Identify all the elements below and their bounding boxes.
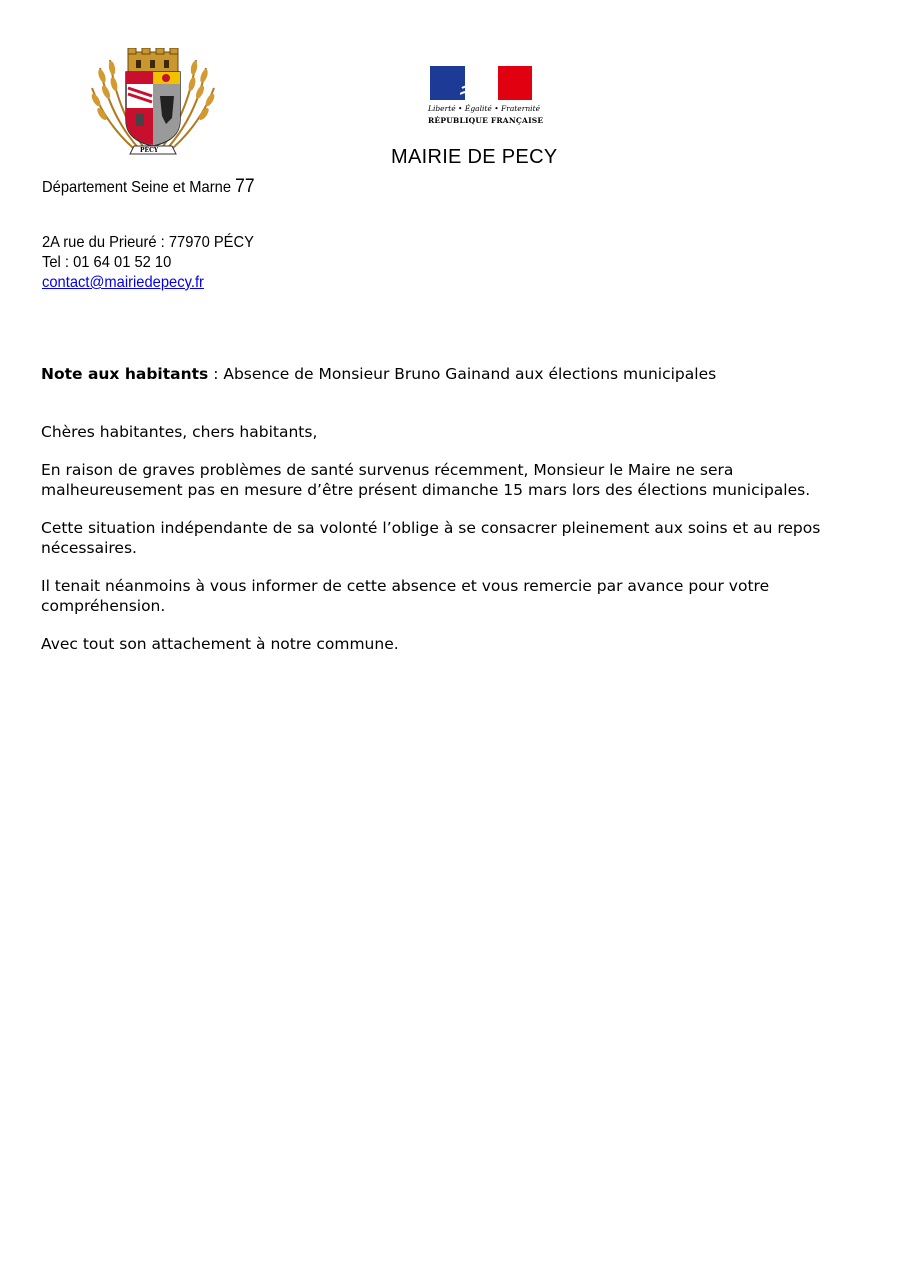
french-flag-icon bbox=[430, 66, 532, 100]
department-number: 77 bbox=[235, 176, 255, 197]
paragraph: Cette situation indépendante de sa volonté l’oblige à se consacrer pleinement aux soins et au repos nécessaires. bbox=[41, 519, 821, 557]
greeting: Chères habitantes, chers habitants, bbox=[41, 423, 318, 441]
closing: Avec tout son attachement à notre commune. bbox=[41, 635, 399, 653]
paragraph: En raison de graves problèmes de santé survenus récemment, Monsieur le Maire ne sera malheureusement pas en mesure d’être présent dimanche 15 mars lors des élections municipales. bbox=[41, 461, 811, 499]
paragraph: Il tenait néanmoins à vous informer de cette absence et vous remercie par avance pour votre compréhension. bbox=[41, 577, 770, 615]
letter-body bbox=[41, 364, 861, 672]
department-label: Département Seine et Marne bbox=[42, 179, 232, 196]
marianne-profile-icon bbox=[460, 66, 502, 100]
phone: Tel : 01 64 01 52 10 bbox=[42, 254, 172, 271]
note-subject: : Absence de Monsieur Bruno Gainand aux élections municipales bbox=[208, 365, 717, 383]
coat-of-arms-label: PÉCY bbox=[140, 147, 159, 154]
republic-name: RÉPUBLIQUE FRANÇAISE bbox=[428, 116, 544, 125]
department-line bbox=[42, 176, 255, 198]
address: 2A rue du Prieuré : 77970 PÉCY bbox=[42, 234, 254, 251]
republique-francaise-logo bbox=[428, 66, 544, 128]
note-label: Note aux habitants bbox=[41, 365, 209, 383]
republic-motto: Liberté • Égalité • Fraternité bbox=[428, 104, 541, 113]
note-heading bbox=[41, 364, 861, 384]
contact-block bbox=[42, 233, 254, 293]
email-link[interactable]: contact@mairiedepecy.fr bbox=[42, 274, 204, 291]
coat-of-arms-icon bbox=[80, 48, 226, 160]
mairie-title: MAIRIE DE PECY bbox=[391, 146, 558, 168]
